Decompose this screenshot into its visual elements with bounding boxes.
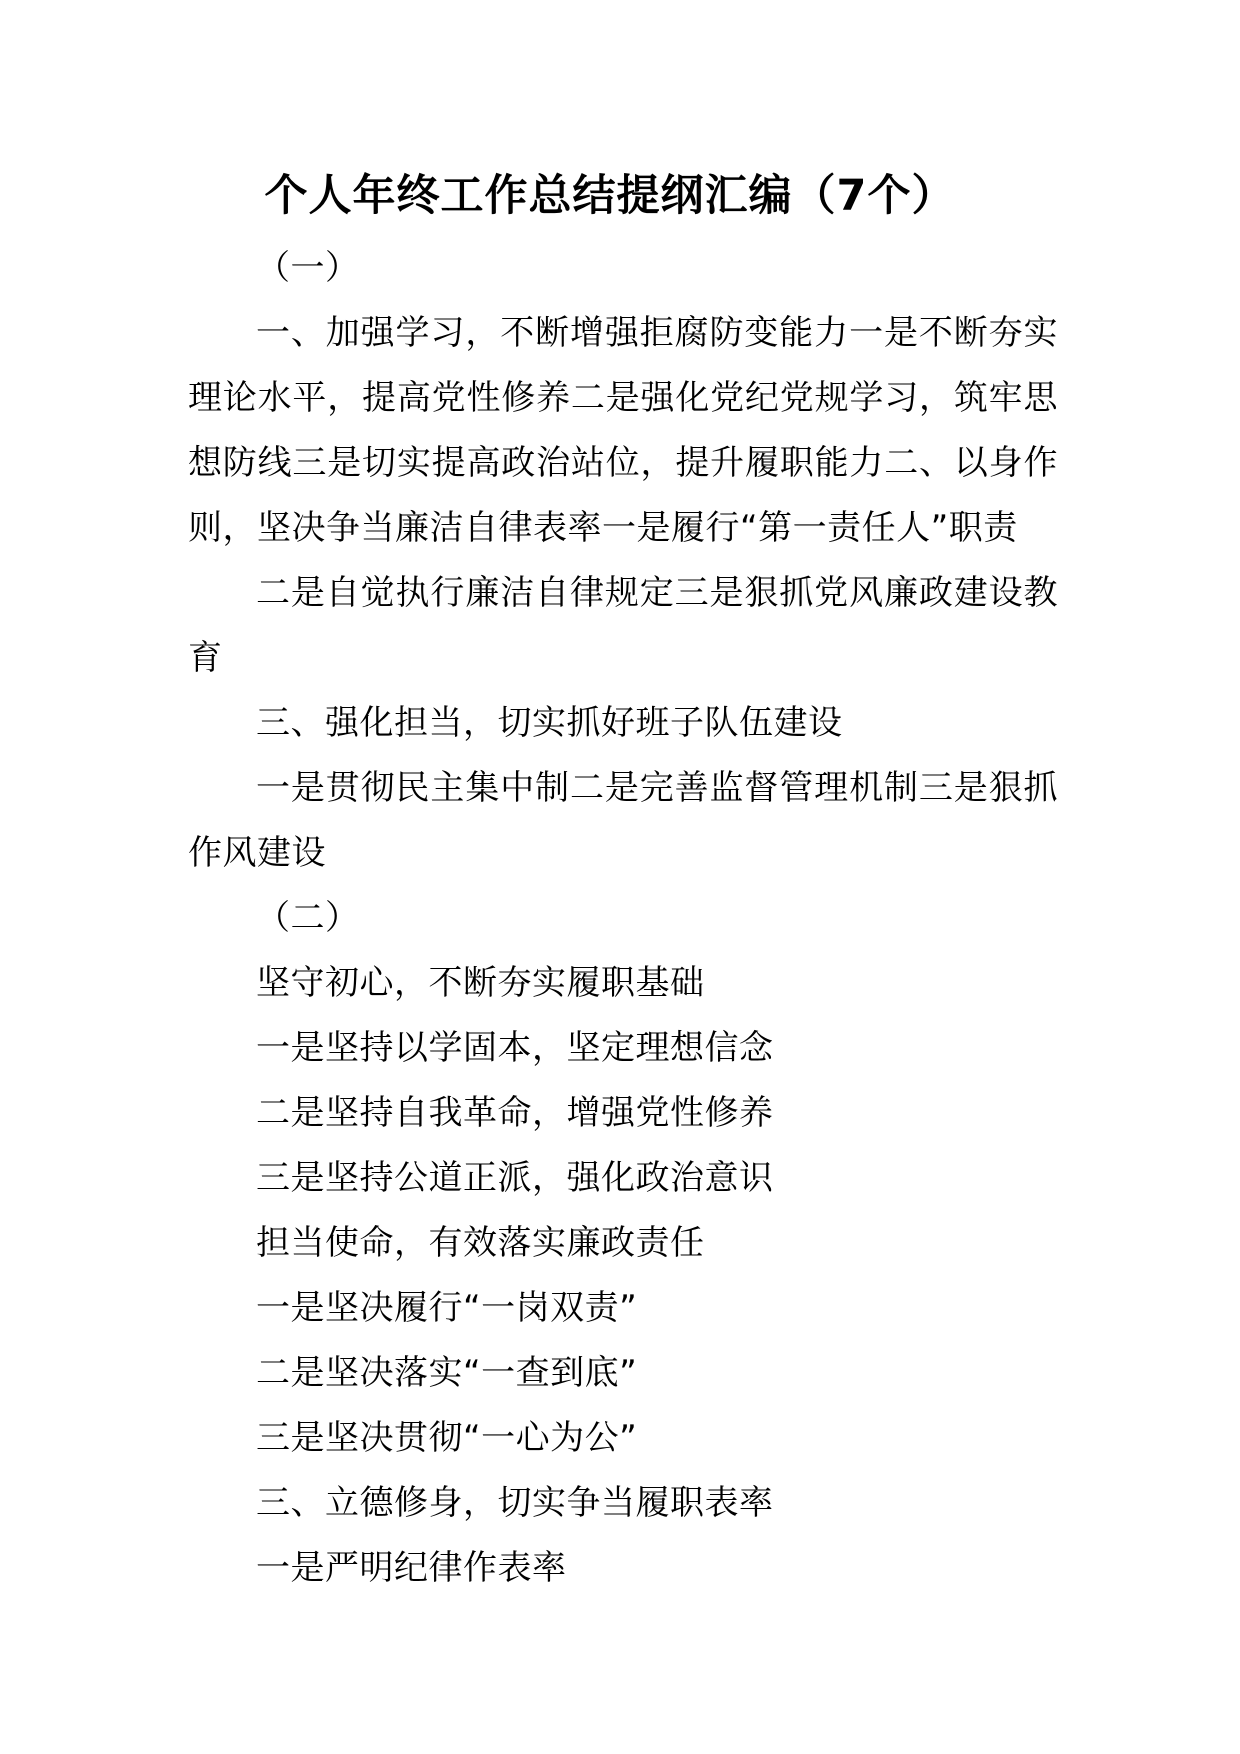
paragraph: 三、强化担当，切实抓好班子队伍建设 bbox=[256, 703, 843, 743]
section-heading-2: （二） bbox=[256, 898, 360, 938]
paragraph: 二是坚决落实“一查到底” bbox=[256, 1353, 638, 1393]
paragraph: 三是坚决贯彻“一心为公” bbox=[256, 1418, 638, 1458]
paragraph: 一是坚持以学固本，坚定理想信念 bbox=[256, 1028, 774, 1068]
paragraph: 二是自觉执行廉洁自律规定三是狠抓党风廉政建设教育 bbox=[188, 573, 1058, 678]
paragraph: 三、立德修身，切实争当履职表率 bbox=[256, 1483, 774, 1523]
paragraph: 一是严明纪律作表率 bbox=[256, 1548, 567, 1588]
section-heading-1: （一） bbox=[256, 248, 360, 288]
paragraph: 二是坚持自我革命，增强党性修养 bbox=[256, 1093, 774, 1133]
paragraph: 担当使命，有效落实廉政责任 bbox=[256, 1223, 705, 1263]
paragraph: 坚守初心，不断夯实履职基础 bbox=[256, 963, 705, 1003]
paragraph: 一、加强学习，不断增强拒腐防变能力一是不断夯实理论水平，提高党性修养二是强化党纪党规学习，筑牢思想防线三是切实提高政治站位，提升履职能力二、以身作则，坚决争当廉洁自律表率一是履行“第一责任人”职责 bbox=[188, 313, 1058, 548]
document-title: 个人年终工作总结提纲汇编（7个） bbox=[264, 171, 956, 221]
paragraph: 三是坚持公道正派，强化政治意识 bbox=[256, 1158, 774, 1198]
paragraph: 一是坚决履行“一岗双责” bbox=[256, 1288, 638, 1328]
document-body bbox=[188, 236, 1058, 1601]
paragraph: 一是贯彻民主集中制二是完善监督管理机制三是狠抓作风建设 bbox=[188, 768, 1058, 873]
